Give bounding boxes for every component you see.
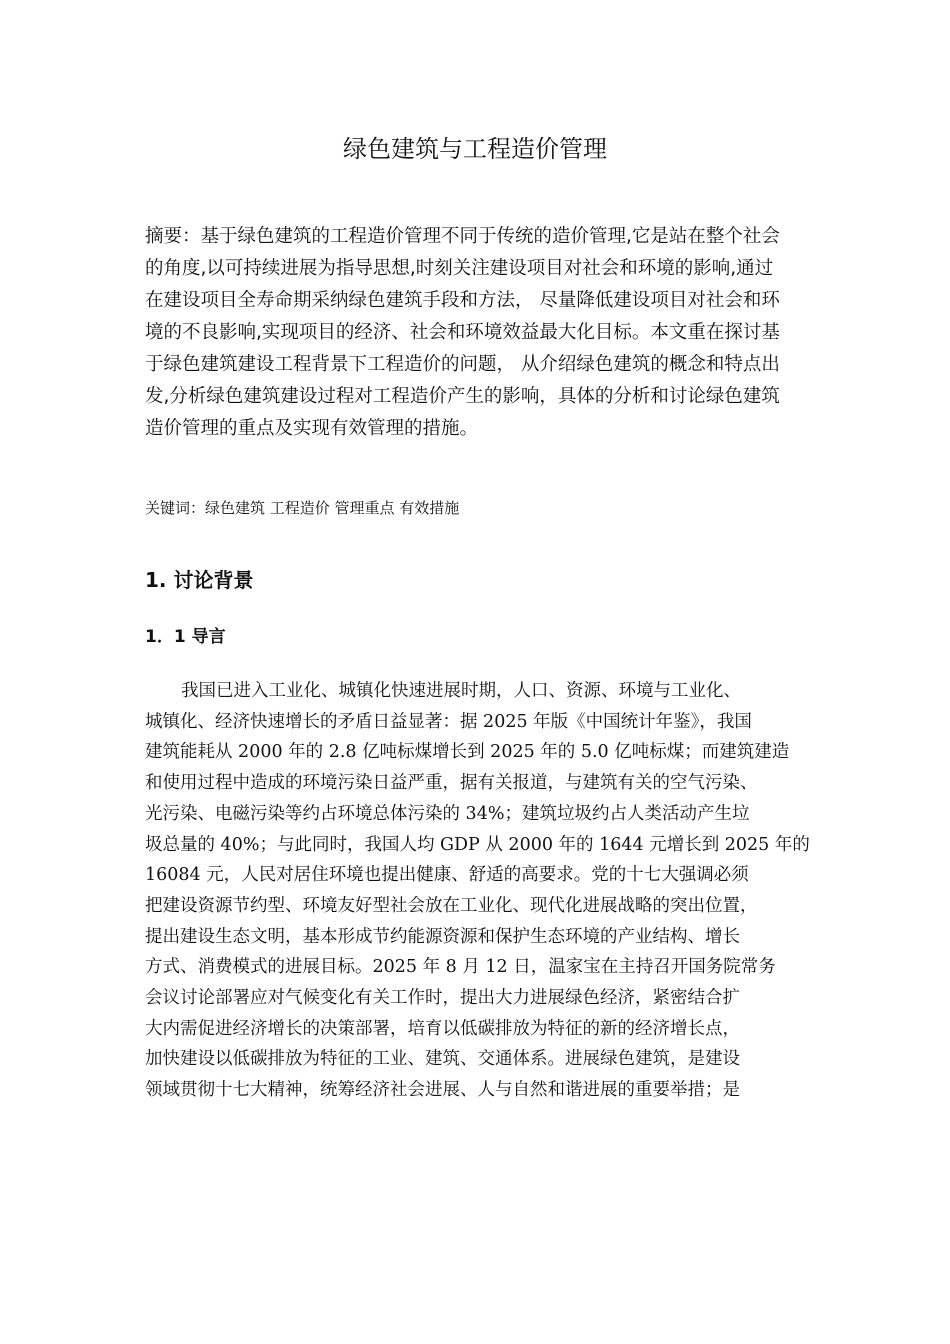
body-line: 和使用过程中造成的环境污染日益严重，据有关报道，与建筑有关的空气污染、 bbox=[145, 773, 758, 794]
body-line: 领域贯彻十七大精神，统筹经济社会进展、人与自然和谐进展的重要举措；是 bbox=[145, 1080, 740, 1101]
abstract-line: 于绿色建筑建设工程背景下工程造价的问题， 从介绍绿色建筑的概念和特点出 bbox=[145, 354, 780, 375]
body-paragraph bbox=[145, 676, 810, 1106]
body-line: 圾总量的 40%；与此同时，我国人均 GDP 从 2000 年的 1644 元增长到 2025 年的 bbox=[145, 834, 810, 855]
body-line: 光污染、电磁污染等约占环境总体污染的 34%；建筑垃圾约占人类活动产生垃 bbox=[145, 803, 750, 824]
abstract-line: 造价管理的重点及实现有效管理的措施。 bbox=[145, 418, 479, 439]
body-line: 我国已进入工业化、城镇化快速进展时期，人口、资源、环境与工业化、 bbox=[181, 681, 741, 701]
abstract-line: 境的不良影响,实现项目的经济、社会和环境效益最大化目标。本文重在探讨基 bbox=[145, 322, 780, 343]
subsection-heading-1-1: 1．1 导言 bbox=[145, 627, 226, 647]
abstract-line: 发,分析绿色建筑建设过程对工程造价产生的影响，具体的分析和讨论绿色建筑 bbox=[145, 386, 780, 407]
body-line: 大内需促进经济增长的决策部署，培育以低碳排放为特征的新的经济增长点， bbox=[145, 1018, 740, 1039]
abstract-line: 摘要：基于绿色建筑的工程造价管理不同于传统的造价管理,它是站在整个社会 bbox=[145, 226, 780, 247]
document-title: 绿色建筑与工程造价管理 bbox=[343, 135, 607, 163]
body-line: 城镇化、经济快速增长的矛盾日益显著：据 2025 年版《中国统计年鉴》，我国 bbox=[145, 711, 752, 732]
body-line: 方式、消费模式的进展目标。2025 年 8 月 12 日，温家宝在主持召开国务院常务 bbox=[145, 957, 776, 978]
keywords-line: 关键词：绿色建筑 工程造价 管理重点 有效措施 bbox=[145, 499, 460, 517]
section-heading-1: 1. 讨论背景 bbox=[145, 568, 254, 592]
abstract-line: 在建设项目全寿命期采纳绿色建筑手段和方法， 尽量降低建设项目对社会和环 bbox=[145, 290, 780, 311]
body-line: 16084 元，人民对居住环境也提出健康、舒适的高要求。党的十七大强调必须 bbox=[145, 865, 749, 886]
body-line: 把建设资源节约型、环境友好型社会放在工业化、现代化进展战略的突出位置， bbox=[145, 895, 758, 916]
body-line: 建筑能耗从 2000 年的 2.8 亿吨标煤增长到 2025 年的 5.0 亿吨标煤；而建筑建造 bbox=[145, 742, 790, 763]
body-line: 提出建设生态文明，基本形成节约能源资源和保护生态环境的产业结构、增长 bbox=[145, 926, 740, 947]
abstract-paragraph bbox=[145, 221, 810, 445]
body-line: 会议讨论部署应对气候变化有关工作时，提出大力进展绿色经济，紧密结合扩 bbox=[145, 988, 740, 1009]
body-line: 加快建设以低碳排放为特征的工业、建筑、交通体系。进展绿色建筑，是建设 bbox=[145, 1049, 740, 1070]
abstract-line: 的角度,以可持续进展为指导思想,时刻关注建设项目对社会和环境的影响,通过 bbox=[145, 258, 774, 279]
